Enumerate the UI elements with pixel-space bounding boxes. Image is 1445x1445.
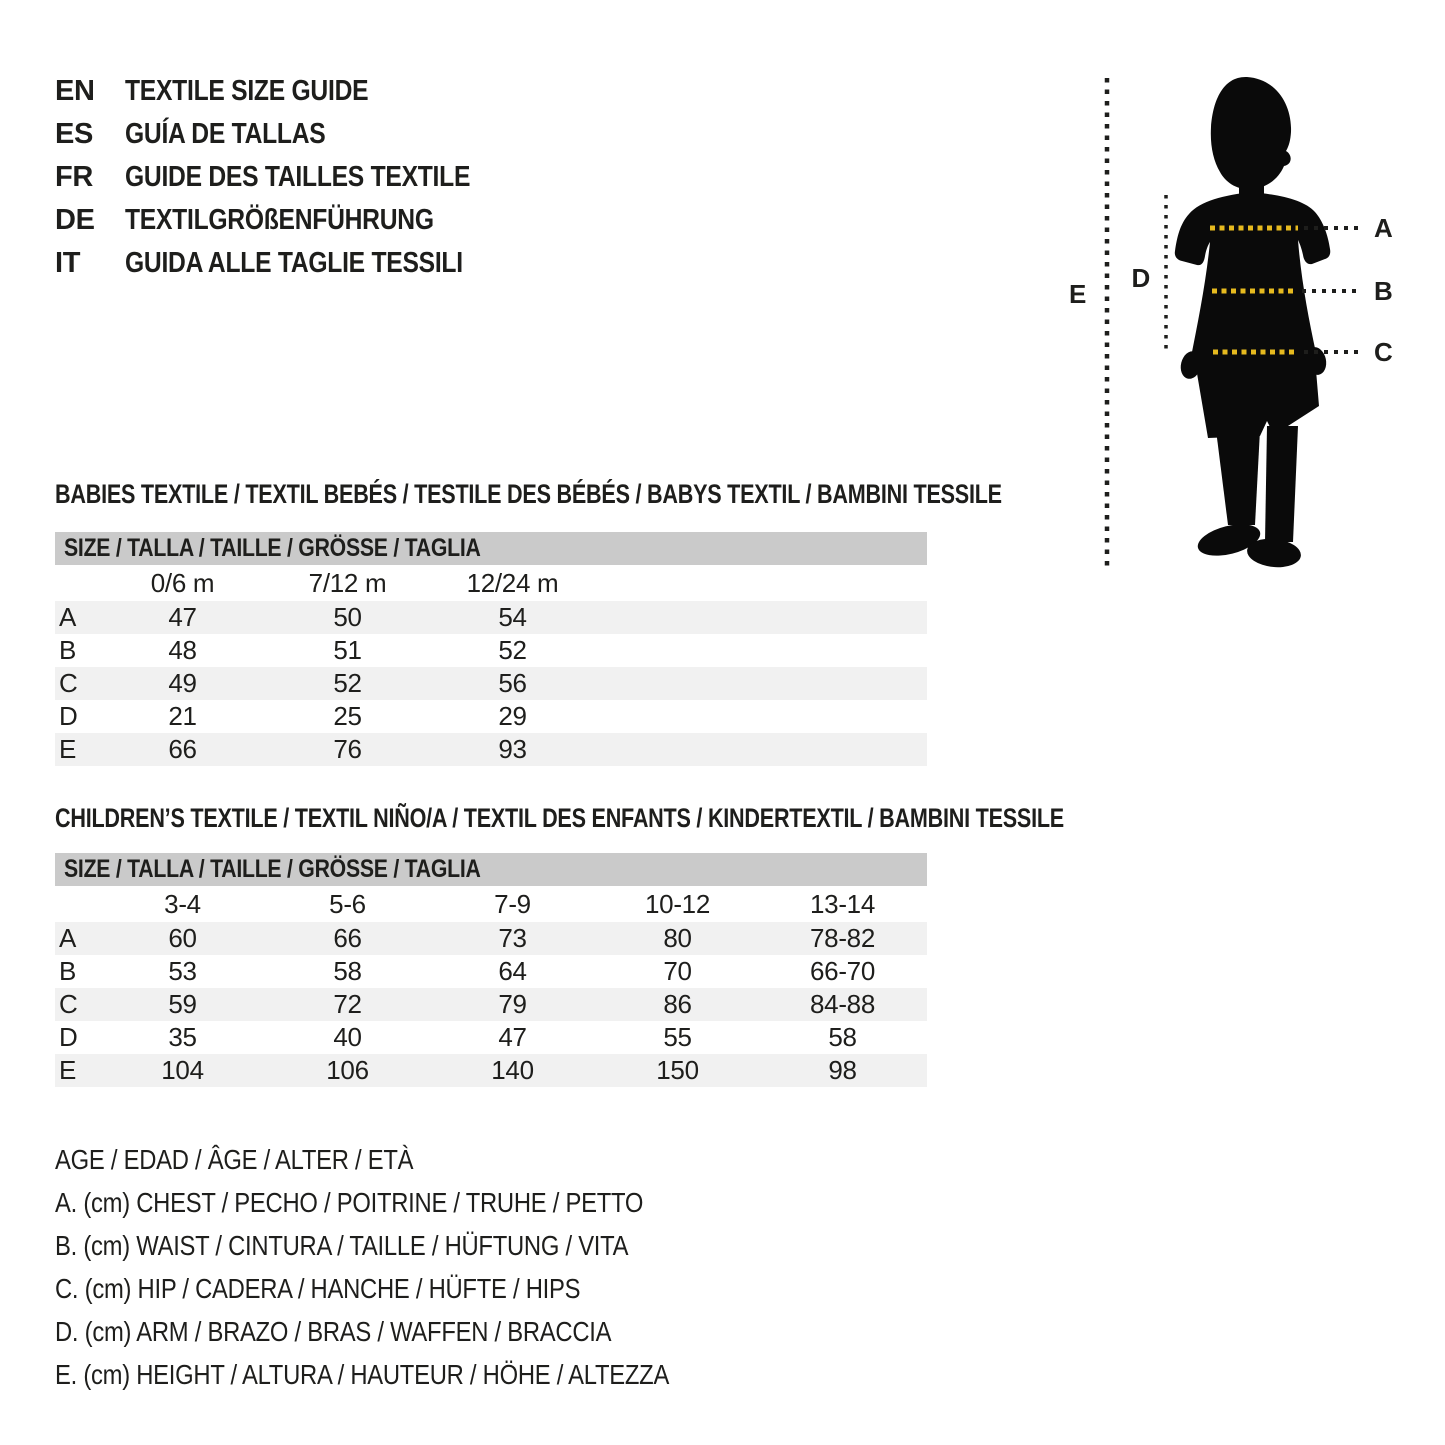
size-value-cell: 47 bbox=[498, 1022, 527, 1052]
legend-line bbox=[55, 1224, 777, 1267]
legend-text: C. (cm) HIP / CADERA / HANCHE / HÜFTE / HIPS bbox=[55, 1273, 581, 1304]
size-value-cell: 53 bbox=[168, 956, 197, 986]
language-title: GUÍA DE TALLAS bbox=[125, 118, 326, 150]
row-label: E bbox=[59, 1055, 77, 1085]
table-row bbox=[55, 601, 927, 634]
size-value-cell: 150 bbox=[656, 1055, 699, 1085]
size-value-cell: 25 bbox=[333, 701, 362, 731]
language-row bbox=[55, 242, 531, 285]
size-value-cell: 66 bbox=[333, 923, 362, 953]
childrens-size-table bbox=[55, 853, 927, 1087]
size-value-cell: 21 bbox=[168, 701, 197, 731]
row-label: C bbox=[59, 668, 78, 698]
size-value-cell: 47 bbox=[168, 602, 197, 632]
size-measure-figure bbox=[1040, 60, 1445, 600]
size-value-cell: 58 bbox=[333, 956, 362, 986]
size-value-cell: 58 bbox=[828, 1022, 857, 1052]
row-label: B bbox=[59, 635, 77, 665]
column-header: 7-9 bbox=[494, 888, 531, 919]
silhouette-shirt bbox=[1175, 192, 1330, 357]
size-value-cell: 29 bbox=[498, 701, 527, 731]
size-value-cell: 73 bbox=[498, 923, 527, 953]
table-row bbox=[55, 634, 927, 667]
silhouette-shorts bbox=[1193, 346, 1319, 438]
legend-text: A. (cm) CHEST / PECHO / POITRINE / TRUHE / PETTO bbox=[55, 1187, 644, 1218]
column-header: 0/6 m bbox=[150, 567, 215, 598]
size-value-cell: 78-82 bbox=[810, 923, 875, 953]
column-header: 7/12 m bbox=[308, 567, 387, 598]
size-value-cell: 40 bbox=[333, 1022, 362, 1052]
language-code: ES bbox=[55, 118, 94, 150]
legend-text: E. (cm) HEIGHT / ALTURA / HAUTEUR / HÖHE / ALTEZZA bbox=[55, 1359, 670, 1390]
legend-text: B. (cm) WAIST / CINTURA / TAILLE / HÜFTUNG / VITA bbox=[55, 1230, 629, 1261]
measure-label-a: A bbox=[1374, 213, 1393, 243]
size-value-cell: 84-88 bbox=[810, 989, 875, 1019]
size-value-cell: 66 bbox=[168, 734, 197, 764]
size-value-cell: 140 bbox=[491, 1055, 534, 1085]
language-code: DE bbox=[55, 204, 95, 236]
size-value-cell: 52 bbox=[333, 668, 362, 698]
children-section-heading bbox=[55, 802, 1316, 834]
babies-size-table bbox=[55, 532, 927, 766]
language-code: FR bbox=[55, 161, 94, 193]
column-header: 13-14 bbox=[810, 888, 875, 919]
size-value-cell: 98 bbox=[828, 1055, 857, 1085]
language-row bbox=[55, 199, 531, 242]
size-value-cell: 50 bbox=[333, 602, 362, 632]
size-value-cell: 56 bbox=[498, 668, 527, 698]
size-value-cell: 80 bbox=[663, 923, 692, 953]
size-value-cell: 104 bbox=[161, 1055, 204, 1085]
language-code: IT bbox=[55, 247, 81, 279]
babies-heading-text: BABIES TEXTILE / TEXTIL BEBÉS / TESTILE DES BÉBÉS / BABYS TEXTIL / BAMBINI TESSILE bbox=[55, 479, 1002, 509]
size-value-cell: 59 bbox=[168, 989, 197, 1019]
table-row bbox=[55, 700, 927, 733]
table-row bbox=[55, 955, 927, 988]
table-row bbox=[55, 988, 927, 1021]
legend-line bbox=[55, 1310, 777, 1353]
language-title: TEXTILE SIZE GUIDE bbox=[125, 75, 369, 107]
column-header-row bbox=[55, 886, 927, 922]
row-label: E bbox=[59, 734, 77, 764]
measure-label-c: C bbox=[1374, 337, 1393, 367]
size-value-cell: 55 bbox=[663, 1022, 692, 1052]
size-bar bbox=[55, 853, 927, 886]
size-value-cell: 76 bbox=[333, 734, 362, 764]
legend-line bbox=[55, 1181, 777, 1224]
language-title: GUIDA ALLE TAGLIE TESSILI bbox=[125, 247, 463, 279]
row-label: D bbox=[59, 1022, 78, 1052]
size-value-cell: 54 bbox=[498, 602, 527, 632]
column-header: 12/24 m bbox=[466, 567, 559, 598]
legend-text: D. (cm) ARM / BRAZO / BRAS / WAFFEN / BRACCIA bbox=[55, 1316, 612, 1347]
size-value-cell: 72 bbox=[333, 989, 362, 1019]
babies-section-heading bbox=[55, 478, 1239, 510]
language-title: TEXTILGRÖßENFÜHRUNG bbox=[125, 204, 434, 236]
row-label: A bbox=[59, 602, 77, 632]
legend-line bbox=[55, 1138, 777, 1181]
measure-label-e: E bbox=[1068, 279, 1086, 309]
child-silhouette-figure bbox=[1040, 60, 1445, 600]
language-title: GUIDE DES TAILLES TEXTILE bbox=[125, 161, 471, 193]
column-header: 3-4 bbox=[164, 888, 201, 919]
size-value-cell: 93 bbox=[498, 734, 527, 764]
size-value-cell: 86 bbox=[663, 989, 692, 1019]
row-label: D bbox=[59, 701, 78, 731]
size-value-cell: 52 bbox=[498, 635, 527, 665]
size-value-cell: 79 bbox=[498, 989, 527, 1019]
row-label: A bbox=[59, 923, 77, 953]
language-row bbox=[55, 113, 531, 156]
measure-label-d: D bbox=[1131, 263, 1150, 293]
size-bar-text: SIZE / TALLA / TAILLE / GRÖSSE / TAGLIA bbox=[64, 855, 481, 883]
silhouette-right-leg bbox=[1265, 426, 1298, 542]
size-value-cell: 106 bbox=[326, 1055, 369, 1085]
table-row bbox=[55, 1054, 927, 1087]
legend-text: AGE / EDAD / ÂGE / ALTER / ETÀ bbox=[55, 1144, 414, 1175]
size-bar-text: SIZE / TALLA / TAILLE / GRÖSSE / TAGLIA bbox=[64, 534, 481, 562]
measurement-legend bbox=[55, 1138, 777, 1396]
table-row bbox=[55, 667, 927, 700]
language-row bbox=[55, 70, 531, 113]
size-value-cell: 35 bbox=[168, 1022, 197, 1052]
silhouette-head bbox=[1211, 77, 1291, 189]
legend-line bbox=[55, 1267, 777, 1310]
size-value-cell: 66-70 bbox=[810, 956, 875, 986]
children-heading-text: CHILDREN’S TEXTILE / TEXTIL NIÑO/A / TEXTIL DES ENFANTS / KINDERTEXTIL / BAMBINI TESSILE bbox=[55, 803, 1064, 833]
row-label: B bbox=[59, 956, 77, 986]
size-value-cell: 49 bbox=[168, 668, 197, 698]
row-label: C bbox=[59, 989, 78, 1019]
language-code: EN bbox=[55, 75, 95, 107]
language-header bbox=[55, 70, 531, 285]
language-row bbox=[55, 156, 531, 199]
column-header-row bbox=[55, 565, 927, 601]
size-bar bbox=[55, 532, 927, 565]
column-header: 10-12 bbox=[645, 888, 710, 919]
column-header: 5-6 bbox=[329, 888, 366, 919]
size-value-cell: 51 bbox=[333, 635, 362, 665]
legend-line bbox=[55, 1353, 777, 1396]
table-row bbox=[55, 733, 927, 766]
size-value-cell: 60 bbox=[168, 923, 197, 953]
size-value-cell: 48 bbox=[168, 635, 197, 665]
table-row bbox=[55, 922, 927, 955]
measure-label-b: B bbox=[1374, 276, 1393, 306]
table-row bbox=[55, 1021, 927, 1054]
size-value-cell: 70 bbox=[663, 956, 692, 986]
size-value-cell: 64 bbox=[498, 956, 527, 986]
